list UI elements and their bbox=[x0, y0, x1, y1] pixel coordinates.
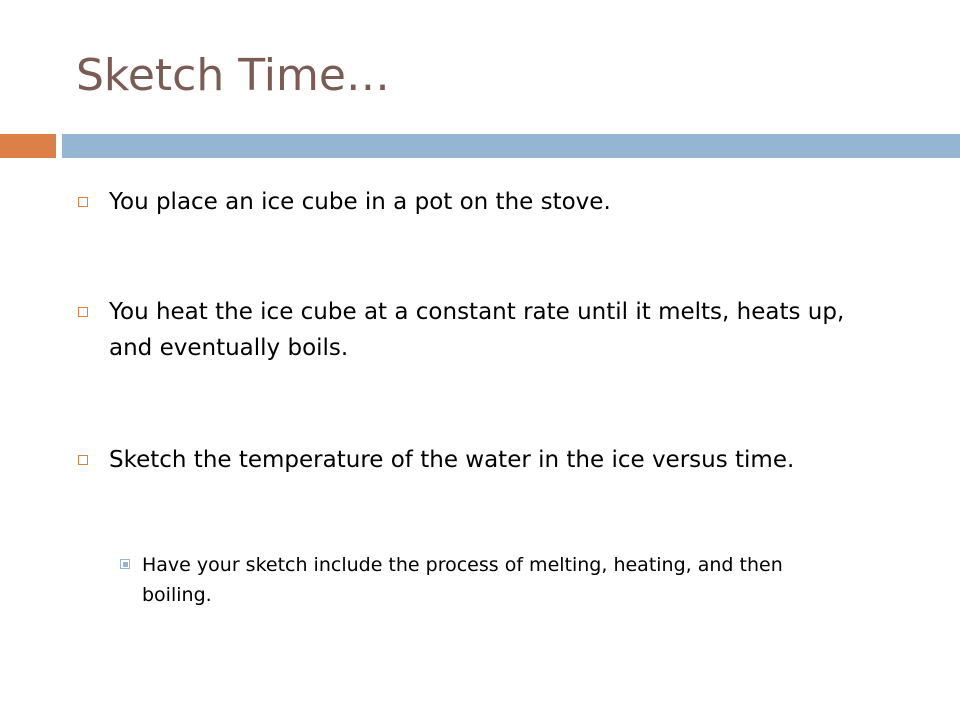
hollow-square-bullet-icon bbox=[78, 307, 88, 317]
hollow-square-bullet-icon bbox=[78, 455, 88, 465]
bullet-text: Sketch the temperature of the water in the ice versus time. bbox=[109, 447, 795, 473]
filled-square-bullet-icon bbox=[120, 559, 130, 569]
bullet-text: You place an ice cube in a pot on the stove. bbox=[109, 189, 611, 215]
sub-bullet-text: Have your sketch include the process of melting, heating, and then boiling. bbox=[142, 554, 783, 606]
bullet-text: You heat the ice cube at a constant rate until it melts, heats up, and eventually boils. bbox=[109, 299, 845, 361]
title-divider-accent bbox=[0, 134, 56, 158]
hollow-square-bullet-icon bbox=[78, 197, 88, 207]
slide-content bbox=[76, 0, 936, 720]
slide-title: Sketch Time… bbox=[76, 50, 390, 101]
